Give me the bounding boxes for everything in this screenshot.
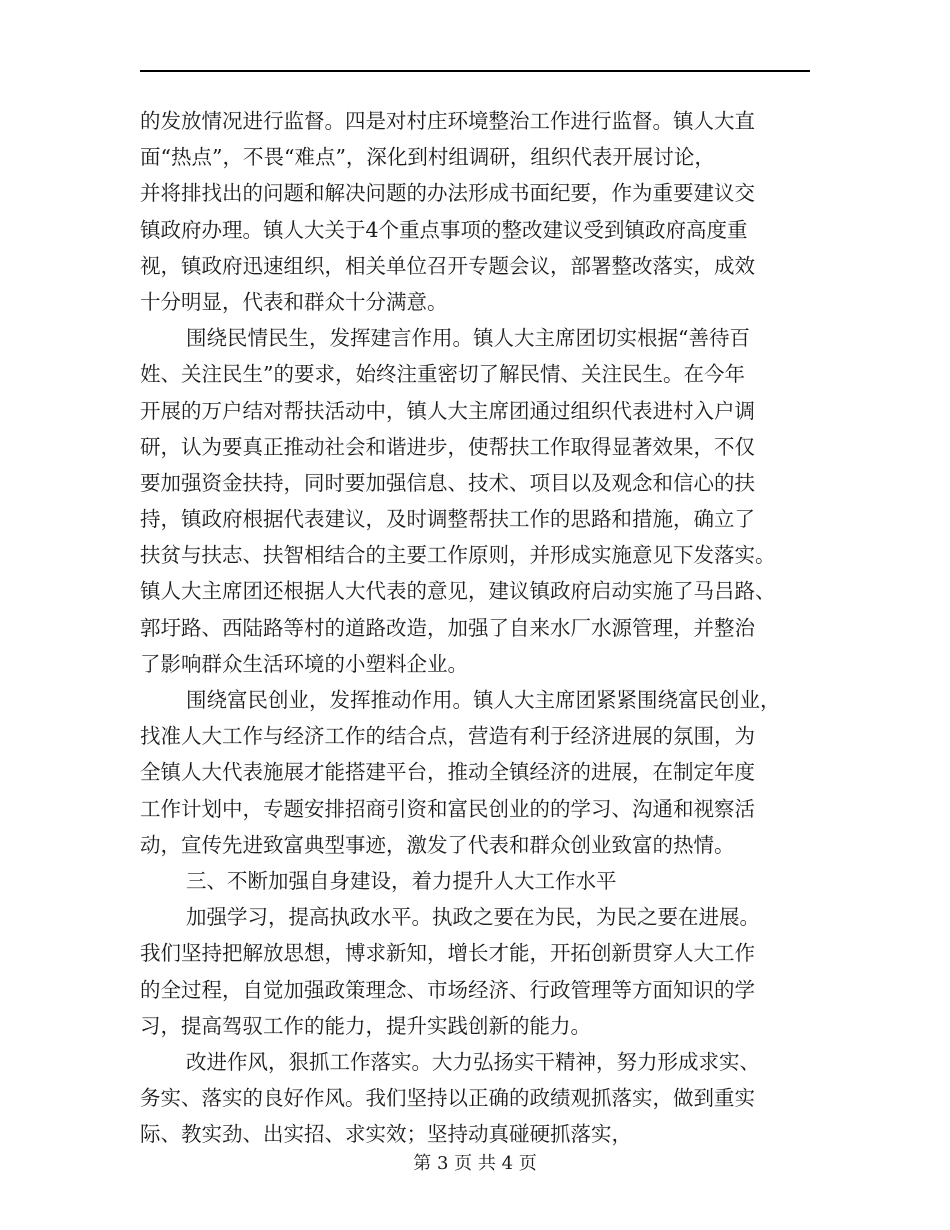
paragraph-start-line: 改进作风，狠抓工作落实。大力弘扬实干精神，努力形成求实、	[186, 1049, 760, 1074]
text-line: 的发放情况进行监督。四是对村庄环境整治工作进行监督。镇人大直	[140, 109, 755, 133]
text-line: 并将排找出的问题和解决问题的办法形成书面纪要，作为重要建议交	[140, 181, 755, 206]
text-line: 开展的万户结对帮扶活动中，镇人大主席团通过组织代表进村入户调	[140, 398, 755, 423]
text-line: 工作计划中，专题安排招商引资和富民创业的的学习、沟通和视察活	[140, 796, 755, 821]
text-line: 郭圩路、西陆路等村的道路改造，加强了自来水厂水源管理，并整治	[140, 615, 755, 640]
paragraph-start-line: 围绕民情民生，发挥建言作用。镇人大主席团切实根据“善待百	[186, 326, 750, 351]
paragraph-start-line: 加强学习，提高执政水平。执政之要在为民，为民之要在进展。	[186, 905, 760, 930]
text-line: 我们坚持把解放思想，博求新知，增长才能，开拓创新贯穿人大工作	[140, 941, 755, 966]
text-line: 全镇人大代表施展才能搭建平台，推动全镇经济的进展，在制定年度	[140, 760, 755, 785]
text-line: 找准人大工作与经济工作的结合点，营造有利于经济进展的氛围，为	[140, 724, 755, 749]
text-line: 镇政府办理。镇人大关于4个重点事项的整改建议受到镇政府高度重	[140, 217, 748, 242]
text-line: 要加强资金扶持，同时要加强信息、技术、项目以及观念和信心的扶	[140, 470, 755, 495]
text-line: 了影响群众生活环境的小塑料企业。	[140, 651, 468, 676]
text-line: 务实、落实的良好作风。我们坚持以正确的政绩观抓落实，做到重实	[140, 1086, 755, 1111]
paragraph-start-line: 围绕富民创业，发挥推动作用。镇人大主席团紧紧围绕富民创业，	[186, 688, 781, 712]
text-line: 习，提高驾驭工作的能力，提升实践创新的能力。	[140, 1013, 591, 1038]
text-line: 扶贫与扶志、扶智相结合的主要工作原则，并形成实施意见下发落实。	[140, 543, 776, 568]
text-line: 面“热点”，不畏“难点”，深化到村组调研，组织代表开展讨论，	[140, 145, 715, 170]
text-line: 姓、关注民生”的要求，始终注重密切了解民情、关注民生。在今年	[140, 362, 745, 387]
text-line: 持，镇政府根据代表建议，及时调整帮扶工作的思路和措施，确立了	[140, 507, 755, 532]
text-line: 际、教实劲、出实招、求实效；坚持动真碰硬抓落实，	[140, 1122, 632, 1147]
page-number: 第 3 页 共 4 页	[413, 1153, 537, 1174]
document-body	[140, 103, 800, 1152]
text-line: 镇人大主席团还根据人大代表的意见，建议镇政府启动实施了马吕路、	[140, 579, 776, 604]
text-line: 十分明显，代表和群众十分满意。	[140, 289, 448, 314]
text-line: 动，宣传先进致富典型事迹，激发了代表和群众创业致富的热情。	[140, 832, 735, 857]
text-line: 的全过程，自觉加强政策理念、市场经济、行政管理等方面知识的学	[140, 977, 755, 1002]
text-line: 研，认为要真正推动社会和谐进步，使帮扶工作取得显著效果，不仅	[140, 434, 755, 459]
header-rule	[140, 70, 810, 72]
section-heading: 三、不断加强自身建设，着力提升人大工作水平	[186, 868, 617, 893]
text-line: 视，镇政府迅速组织，相关单位召开专题会议，部署整改落实，成效	[140, 253, 755, 278]
